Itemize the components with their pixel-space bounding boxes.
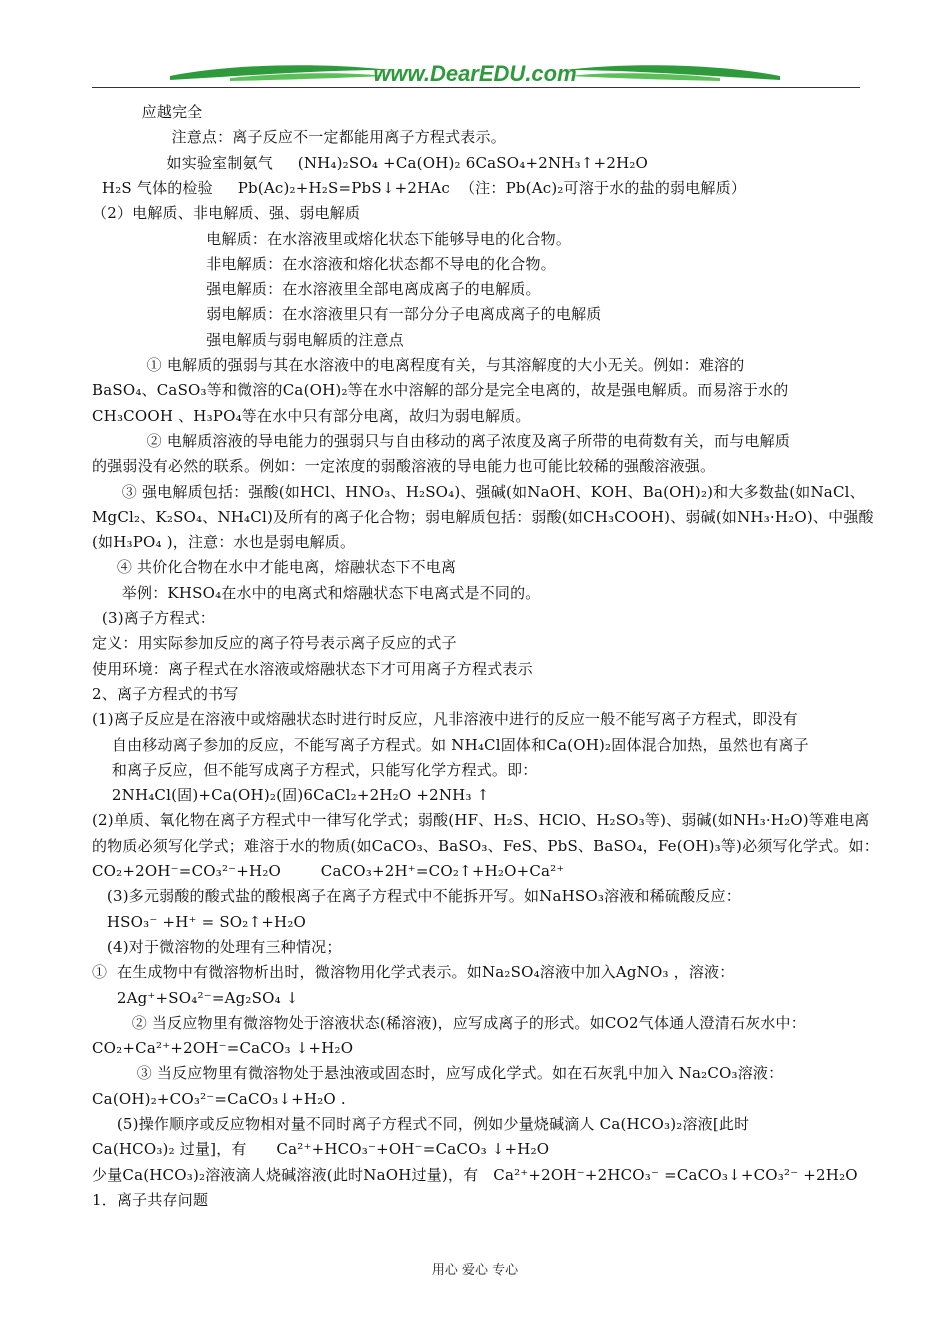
text-line: (1)离子反应是在溶液中或熔融状态时进行时反应，凡非溶液中进行的反应一般不能写离子方程式，即没有 <box>92 710 798 729</box>
text-line: 电解质：在水溶液里或熔化状态下能够导电的化合物。 <box>92 229 572 248</box>
text-line: 强电解质：在水溶液里全部电离成离子的电解质。 <box>92 280 541 299</box>
text-line: 2、离子方程式的书写 <box>92 684 239 703</box>
text-line: 和离子反应，但不能写成离子方程式，只能写化学方程式。即： <box>92 760 538 779</box>
text-line: 强电解质与弱电解质的注意点 <box>92 330 404 349</box>
site-logo-banner <box>170 56 780 96</box>
text-line: Ca(HCO₃)₂ 过量]，有 Ca²⁺+HCO₃⁻+OH⁻=CaCO₃ ↓+H₂O <box>92 1140 550 1159</box>
text-line: (3)多元弱酸的酸式盐的酸根离子在离子方程式中不能拆开写。如NaHSO₃溶液和稀硫酸反应： <box>92 887 741 906</box>
text-line: 应越完全 <box>92 103 203 121</box>
text-line: 注意点：离子反应不一定都能用离子方程式表示。 <box>92 128 506 147</box>
text-line: 弱电解质：在水溶液里只有一部分分子电离成离子的电解质 <box>92 305 602 324</box>
text-line: Ca(OH)₂+CO₃²⁻=CaCO₃↓+H₂O . <box>92 1089 346 1108</box>
text-line: (5)操作顺序或反应物相对量不同时离子方程式不同，例如少量烧碱滴人 Ca(HCO₃)₂溶液[此时 <box>92 1115 750 1133</box>
text-line: 2Ag⁺+SO₄²⁻=Ag₂SO₄ ↓ <box>92 988 299 1007</box>
text-line: (3)离子方程式： <box>92 609 215 627</box>
text-line: H₂S 气体的检验 Pb(Ac)₂+H₂S=PbS↓+2HAc （注：Pb(Ac)₂可溶于水的盐的弱电解质） <box>92 178 747 197</box>
page-footer: 用心 爱心 专心 <box>431 1263 519 1278</box>
text-line: 自由移动离子参加的反应，不能写离子方程式。如 NH₄Cl固体和Ca(OH)₂固体混合加热，虽然也有离子 <box>92 735 809 754</box>
text-line: 定义：用实际参加反应的离子符号表示离子反应的式子 <box>92 634 457 653</box>
text-line: CH₃COOH 、H₃PO₄等在水中只有部分电离，故归为弱电解质。 <box>92 406 531 425</box>
text-line: 使用环境：离子程式在水溶液或熔融状态下才可用离子方程式表示 <box>92 659 533 678</box>
text-line: 的强弱没有必然的联系。例如：一定浓度的弱酸溶液的导电能力也可能比较稀的强酸溶液强。 <box>92 457 716 476</box>
text-line: ② 电解质溶液的导电能力的强弱只与自由移动的离子浓度及离子所带的电荷数有关，而与电解质 <box>92 431 791 450</box>
header-rule <box>92 87 860 88</box>
text-line: 2NH₄Cl(固)+Ca(OH)₂(固)6CaCl₂+2H₂O +2NH₃ ↑ <box>92 786 490 805</box>
text-line: ② 当反应物里有微溶物处于溶液状态(稀溶液)，应写成离子的形式。如CO2气体通人澄清石灰水中： <box>92 1013 806 1032</box>
text-line: ③ 当反应物里有微溶物处于悬浊液或固态时，应写成化学式。如在石灰乳中加入 Na₂CO₃溶液： <box>92 1064 784 1083</box>
text-line: （2）电解质、非电解质、强、弱电解质 <box>92 204 361 223</box>
text-line: ④ 共价化合物在水中才能电离，熔融状态下不电离 <box>92 558 457 577</box>
text-line: (4)对于微溶物的处理有三种情况； <box>92 937 342 956</box>
text-line: 如实验室制氨气 (NH₄)₂SO₄ +Ca(OH)₂ 6CaSO₄+2NH₃↑+2H₂O <box>92 153 649 172</box>
text-line: CO₂+2OH⁻=CO₃²⁻+H₂O CaCO₃+2H⁺=CO₂↑+H₂O+Ca²⁺ <box>92 862 565 880</box>
text-line: 1．离子共存问题 <box>92 1190 209 1209</box>
text-line: ① 在生成物中有微溶物析出时，微溶物用化学式表示。如Na₂SO₄溶液中加入AgNO₃ ，溶液： <box>92 963 735 982</box>
text-line: (如H₃PO₄ )，注意：水也是弱电解质。 <box>92 533 356 552</box>
text-line: 少量Ca(HCO₃)₂溶液滴人烧碱溶液(此时NaOH过量)，有 Ca²⁺+2OH⁻+2HCO₃⁻ =CaCO₃↓+CO₃²⁻ +2H₂O <box>92 1165 858 1184</box>
text-line: 非电解质：在水溶液和熔化状态都不导电的化合物。 <box>92 254 556 273</box>
text-line: CO₂+Ca²⁺+2OH⁻=CaCO₃ ↓+H₂O <box>92 1039 354 1058</box>
text-line: BaSO₄、CaSO₃等和微溶的Ca(OH)₂等在水中溶解的部分是完全电离的，故是强电解质。而易溶于水的 <box>92 381 789 400</box>
text-line: 举例：KHSO₄在水中的电离式和熔融状态下电离式是不同的。 <box>92 583 541 602</box>
site-url: www.DearEDU.com <box>373 61 577 86</box>
text-line: ① 电解质的强弱与其在水溶液中的电离程度有关，与其溶解度的大小无关。例如：难溶的 <box>92 356 745 374</box>
text-line: (2)单质、氧化物在离子方程式中一律写化学式；弱酸(HF、H₂S、HClO、H₂SO₃等)、弱碱(如NH₃·H₂O)等难电离 <box>92 811 870 830</box>
text-line: HSO₃⁻ +H⁺ = SO₂↑+H₂O <box>92 912 307 931</box>
text-line: ③ 强电解质包括：强酸(如HCl、HNO₃、H₂SO₄)、强碱(如NaOH、KOH、Ba(OH)₂)和大多数盐(如NaCl、 <box>92 482 865 501</box>
text-line: 的物质必须写化学式；难溶于水的物质(如CaCO₃、BaSO₃、FeS、PbS、BaSO₄，Fe(OH)₃等)必须写化学式。如： <box>92 836 879 855</box>
text-line: MgCl₂、K₂SO₄、NH₄Cl)及所有的离子化合物；弱电解质包括：弱酸(如CH₃COOH)、弱碱(如NH₃·H₂O)、中强酸 <box>92 507 874 526</box>
